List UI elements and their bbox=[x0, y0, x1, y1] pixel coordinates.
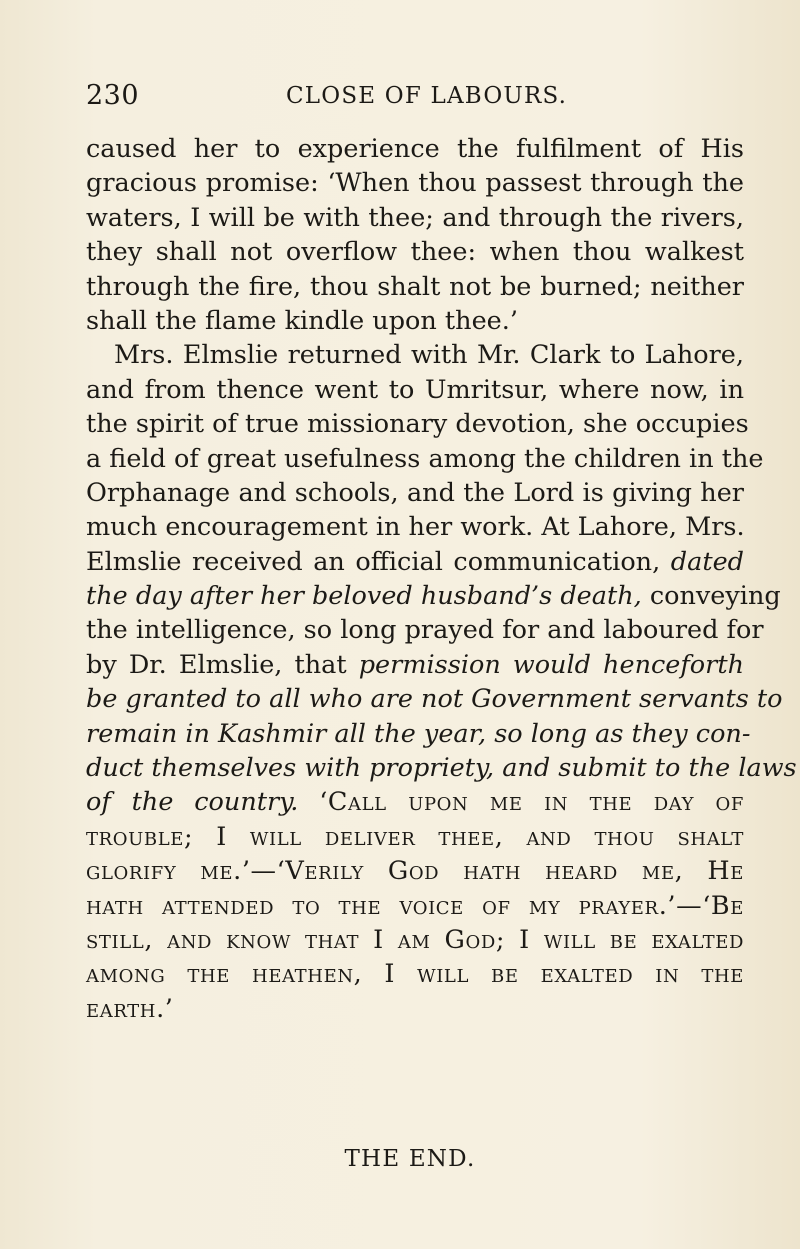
text-line: trouble; I will deliver thee, and thou shalt bbox=[86, 821, 744, 852]
italic-run: permission would henceforth bbox=[358, 649, 745, 680]
end-mark: THE END. bbox=[344, 1146, 476, 1172]
text-line: glorify me.’—‘Verily God hath heard me, He bbox=[86, 856, 744, 887]
text-line: much encouragement in her work. At Lahore, Mrs. bbox=[86, 512, 745, 543]
text-line: Mrs. Elmslie returned with Mr. Clark to Lahore, bbox=[114, 340, 744, 371]
text-line: hath attended to the voice of my prayer.’—‘Be bbox=[86, 890, 744, 921]
text-line: the intelligence, so long prayed for and laboured for bbox=[86, 615, 764, 646]
text-line: the spirit of true missionary devotion, she occupies bbox=[86, 409, 749, 440]
text-run: Elmslie received an official communication, bbox=[86, 546, 661, 577]
text-line: gracious promise: ‘When thou passest through the bbox=[86, 168, 744, 199]
text-line: and from thence went to Umritsur, where now, in bbox=[86, 374, 744, 405]
text-line bbox=[86, 785, 744, 819]
text-run: conveying bbox=[649, 581, 781, 612]
text-line: they shall not overflow thee: when thou walkest bbox=[86, 237, 744, 268]
text-line: among the heathen, I will be exalted in the bbox=[86, 959, 744, 990]
page-number: 230 bbox=[86, 80, 140, 111]
body-text bbox=[86, 132, 797, 1026]
text-line: through the fire, thou shalt not be burned; neither bbox=[86, 271, 744, 302]
running-head: CLOSE OF LABOURS. bbox=[286, 83, 568, 109]
page-header bbox=[86, 80, 746, 114]
text-line: still, and know that I am God; I will be exalted bbox=[86, 924, 744, 955]
italic-run: dated bbox=[670, 546, 744, 577]
text-line: Orphanage and schools, and the Lord is giving her bbox=[86, 477, 744, 508]
text-run: by Dr. Elmslie, that bbox=[86, 649, 347, 680]
text-line: duct themselves with propriety, and submit to the laws bbox=[86, 753, 797, 784]
text-line: earth.’ bbox=[86, 993, 174, 1024]
italic-run: the day after her beloved husband’s death, bbox=[86, 581, 642, 612]
text-line bbox=[86, 648, 744, 682]
text-line: caused her to experience the fulfilment of His bbox=[86, 134, 744, 164]
small-caps-run: ‘Call upon me in the day of bbox=[319, 787, 745, 818]
text-line: shall the flame kindle upon thee.’ bbox=[86, 305, 518, 336]
text-line: be granted to all who are not Government servants to bbox=[86, 684, 783, 715]
text-line bbox=[86, 579, 781, 613]
text-line: remain in Kashmir all the year, so long as they con- bbox=[86, 718, 751, 749]
text-line bbox=[86, 545, 744, 579]
italic-run: of the country. bbox=[86, 787, 299, 818]
text-line: waters, I will be with thee; and through the rivers, bbox=[86, 202, 744, 233]
text-line: a field of great usefulness among the children in the bbox=[86, 443, 764, 474]
